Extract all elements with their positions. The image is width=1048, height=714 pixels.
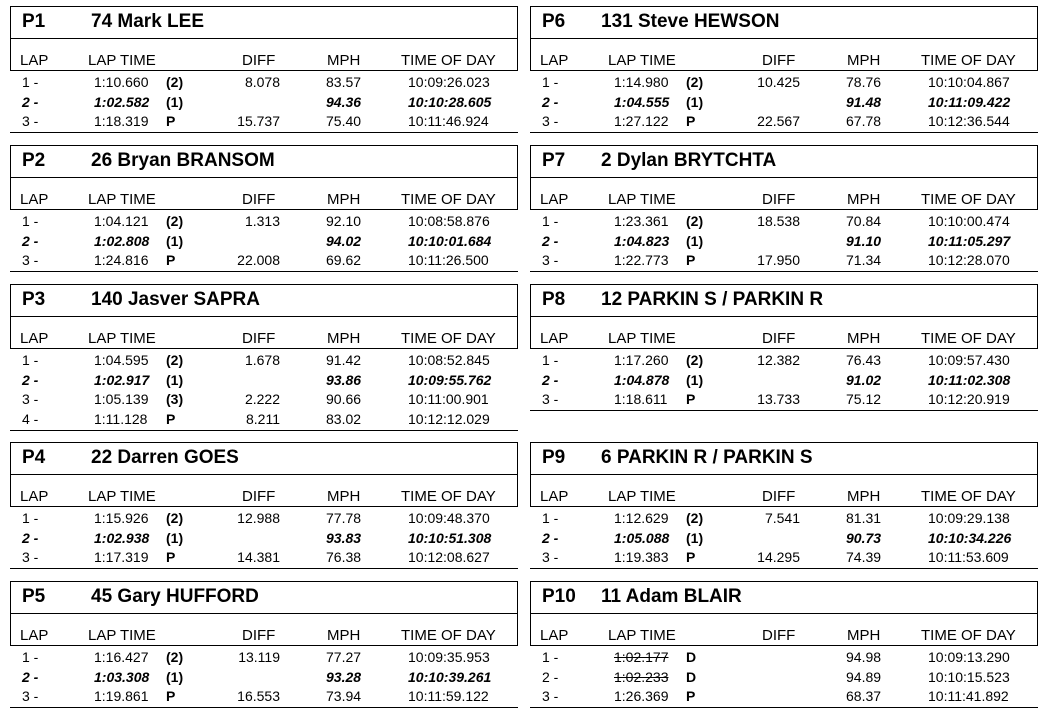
lap-row: [530, 648, 1038, 668]
diff-value: 16.553: [237, 688, 280, 704]
time-of-day: 10:10:51.308: [408, 529, 492, 546]
position-label: P4: [22, 447, 46, 468]
lap-flag: (2): [166, 213, 184, 229]
diff-header: DIFF: [762, 627, 796, 644]
lap-time: 1:26.369: [614, 688, 669, 704]
lap-flag: (2): [686, 510, 704, 526]
diff-value: 22.567: [757, 113, 800, 129]
mph-value: 93.28: [326, 668, 362, 685]
diff-header: DIFF: [242, 52, 276, 69]
lap-time: 1:23.361: [614, 213, 669, 229]
position-label: P6: [542, 11, 566, 32]
driver-header: [10, 145, 518, 178]
driver-name: 6 PARKIN R / PARKIN S: [601, 447, 813, 468]
lap-time: 1:02.808: [94, 232, 150, 249]
position-label: P9: [542, 447, 566, 468]
lap-row: [530, 112, 1038, 133]
lap-flag: P: [166, 113, 176, 129]
driver-name: 26 Bryan BRANSOM: [91, 150, 275, 171]
column-header-row: [10, 475, 518, 507]
diff-value: 22.008: [237, 252, 280, 268]
mph-value: 94.36: [326, 93, 362, 110]
lap-number: 2 -: [22, 668, 39, 685]
driver-header: [10, 442, 518, 475]
time-of-day-header: TIME OF DAY: [401, 488, 496, 505]
lap-number: 1 -: [542, 649, 559, 665]
lap-row: [10, 548, 518, 569]
driver-header: [530, 581, 1038, 614]
lap-header: LAP: [20, 330, 49, 347]
diff-header: DIFF: [762, 191, 796, 208]
column-header-row: [530, 614, 1038, 646]
lap-time-header: LAP TIME: [608, 488, 676, 505]
mph-value: 76.43: [846, 352, 882, 368]
lap-row: [530, 668, 1038, 688]
lap-row: [10, 668, 518, 688]
mph-value: 67.78: [846, 113, 882, 129]
time-of-day: 10:10:39.261: [408, 668, 492, 685]
diff-header: DIFF: [762, 488, 796, 505]
lap-number: 3 -: [22, 391, 39, 407]
time-of-day: 10:09:55.762: [408, 371, 492, 388]
lap-number: 1 -: [542, 352, 559, 368]
diff-header: DIFF: [762, 330, 796, 347]
mph-value: 93.83: [326, 529, 362, 546]
diff-value: 14.295: [757, 549, 800, 565]
lap-row: [530, 529, 1038, 549]
lap-time: 1:04.595: [94, 352, 149, 368]
lap-number: 2 -: [542, 93, 559, 110]
time-of-day: 10:09:29.138: [928, 510, 1010, 526]
lap-row: [10, 73, 518, 93]
column-header-row: [530, 178, 1038, 210]
time-of-day: 10:11:09.422: [928, 93, 1011, 110]
lap-flag: (2): [166, 649, 184, 665]
lap-time: 1:19.861: [94, 688, 149, 704]
mph-value: 83.57: [326, 74, 362, 90]
diff-value: 15.737: [237, 113, 280, 129]
driver-name: 2 Dylan BRYTCHTA: [601, 150, 777, 171]
lap-number: 2 -: [542, 371, 559, 388]
driver-name: 22 Darren GOES: [91, 447, 239, 468]
time-of-day: 10:08:58.876: [408, 213, 490, 229]
lap-row: [10, 212, 518, 232]
lap-time: 1:24.816: [94, 252, 149, 268]
lap-time: 1:16.427: [94, 649, 149, 665]
diff-header: DIFF: [242, 330, 276, 347]
lap-row: [10, 351, 518, 371]
diff-header: DIFF: [242, 191, 276, 208]
diff-value: 18.538: [757, 213, 800, 229]
time-of-day: 10:10:28.605: [408, 93, 492, 110]
lap-row: [10, 648, 518, 668]
lap-time: 1:04.878: [614, 371, 670, 388]
lap-flag: (1): [686, 529, 704, 546]
lap-time: 1:22.773: [614, 252, 669, 268]
lap-row: [10, 251, 518, 272]
time-of-day: 10:11:00.901: [408, 391, 489, 407]
mph-header: MPH: [327, 52, 361, 69]
column-header-row: [530, 475, 1038, 507]
lap-number: 1 -: [22, 74, 39, 90]
mph-value: 90.66: [326, 391, 362, 407]
lap-time: 1:05.088: [614, 529, 670, 546]
lap-row: [10, 687, 518, 708]
lap-header: LAP: [540, 52, 569, 69]
time-of-day: 10:09:35.953: [408, 649, 490, 665]
lap-number: 1 -: [22, 510, 39, 526]
lap-header: LAP: [540, 627, 569, 644]
lap-number: 3 -: [22, 252, 39, 268]
lap-number: 2 -: [22, 232, 39, 249]
mph-value: 90.73: [846, 529, 882, 546]
lap-flag: P: [686, 252, 696, 268]
lap-number: 4 -: [22, 410, 39, 427]
lap-flag: (1): [686, 232, 704, 249]
lap-time: 1:04.555: [614, 93, 670, 110]
mph-value: 91.48: [846, 93, 882, 110]
lap-time-header: LAP TIME: [608, 330, 676, 347]
lap-number: 2 -: [22, 529, 39, 546]
time-of-day: 10:12:20.919: [928, 391, 1010, 407]
position-label: P3: [22, 289, 46, 310]
time-of-day: 10:11:46.924: [408, 113, 489, 129]
time-of-day-header: TIME OF DAY: [401, 191, 496, 208]
lap-number: 3 -: [542, 113, 559, 129]
lap-number: 2 -: [542, 529, 559, 546]
mph-value: 91.02: [846, 371, 882, 388]
lap-flag: P: [166, 410, 176, 427]
lap-number: 1 -: [22, 352, 39, 368]
lap-number: 1 -: [22, 213, 39, 229]
lap-header: LAP: [20, 627, 49, 644]
lap-row: [10, 529, 518, 549]
mph-header: MPH: [847, 627, 881, 644]
mph-value: 73.94: [326, 688, 362, 704]
time-of-day-header: TIME OF DAY: [921, 191, 1016, 208]
diff-value: 13.733: [757, 391, 800, 407]
lap-time: 1:04.121: [94, 213, 149, 229]
lap-row: [10, 509, 518, 529]
mph-header: MPH: [847, 191, 881, 208]
column-header-row: [10, 178, 518, 210]
lap-flag: P: [166, 549, 176, 565]
lap-flag: P: [166, 688, 176, 704]
lap-flag: P: [686, 549, 696, 565]
lap-flag: (2): [686, 74, 704, 90]
mph-value: 91.42: [326, 352, 362, 368]
mph-value: 77.27: [326, 649, 362, 665]
lap-time: 1:02.938: [94, 529, 150, 546]
mph-value: 83.02: [326, 410, 362, 427]
lap-row: [530, 351, 1038, 371]
diff-value: 7.541: [764, 510, 800, 526]
position-label: P7: [542, 150, 566, 171]
mph-value: 70.84: [846, 213, 882, 229]
lap-flag: (2): [686, 213, 704, 229]
diff-value: 12.988: [237, 510, 280, 526]
time-of-day: 10:12:12.029: [408, 410, 490, 427]
time-of-day: 10:11:59.122: [408, 688, 489, 704]
diff-value: 8.211: [246, 410, 280, 427]
position-label: P5: [22, 586, 46, 607]
lap-time: 1:18.611: [614, 391, 668, 407]
mph-value: 91.10: [846, 232, 882, 249]
mph-value: 94.02: [326, 232, 362, 249]
mph-value: 77.78: [326, 510, 362, 526]
lap-flag: P: [166, 252, 176, 268]
lap-number: 1 -: [542, 74, 559, 90]
diff-header: DIFF: [242, 488, 276, 505]
column-header-row: [530, 317, 1038, 349]
lap-number: 3 -: [22, 688, 39, 704]
lap-time: 1:03.308: [94, 668, 150, 685]
lap-number: 2 -: [22, 93, 39, 110]
lap-flag: (2): [166, 510, 184, 526]
lap-time: 1:02.233: [614, 668, 669, 685]
time-of-day: 10:10:00.474: [928, 213, 1010, 229]
lap-flag: (2): [166, 74, 184, 90]
lap-flag: D: [686, 668, 697, 685]
lap-row: [10, 112, 518, 133]
lap-flag: P: [686, 688, 696, 704]
lap-number: 1 -: [542, 213, 559, 229]
time-of-day-header: TIME OF DAY: [401, 627, 496, 644]
lap-row: [10, 390, 518, 410]
time-of-day: 10:09:48.370: [408, 510, 490, 526]
driver-header: [530, 145, 1038, 178]
lap-row: [530, 509, 1038, 529]
mph-header: MPH: [327, 488, 361, 505]
position-label: P2: [22, 150, 46, 171]
mph-value: 71.34: [846, 252, 882, 268]
diff-value: 14.381: [237, 549, 280, 565]
mph-value: 75.40: [326, 113, 362, 129]
time-of-day: 10:11:05.297: [928, 232, 1011, 249]
lap-time: 1:14.980: [614, 74, 669, 90]
lap-row: [530, 73, 1038, 93]
lap-row: [10, 232, 518, 252]
diff-header: DIFF: [762, 52, 796, 69]
mph-value: 94.98: [846, 649, 882, 665]
lap-row: [530, 232, 1038, 252]
column-header-row: [10, 39, 518, 71]
lap-flag: (3): [166, 391, 184, 407]
mph-value: 78.76: [846, 74, 882, 90]
lap-header: LAP: [540, 330, 569, 347]
lap-flag: (1): [166, 232, 184, 249]
mph-value: 93.86: [326, 371, 362, 388]
lap-row: [530, 371, 1038, 391]
time-of-day-header: TIME OF DAY: [921, 330, 1016, 347]
lap-row: [530, 548, 1038, 569]
mph-header: MPH: [327, 191, 361, 208]
lap-time-header: LAP TIME: [88, 191, 156, 208]
mph-value: 81.31: [846, 510, 882, 526]
lap-flag: D: [686, 649, 697, 665]
lap-row: [10, 93, 518, 113]
time-of-day-header: TIME OF DAY: [401, 52, 496, 69]
lap-time: 1:12.629: [614, 510, 669, 526]
time-of-day-header: TIME OF DAY: [921, 52, 1016, 69]
lap-number: 3 -: [22, 113, 39, 129]
lap-row: [10, 410, 518, 431]
lap-row: [530, 687, 1038, 708]
diff-value: 1.678: [244, 352, 280, 368]
lap-row: [530, 251, 1038, 272]
lap-header: LAP: [20, 191, 49, 208]
lap-row: [10, 371, 518, 391]
diff-value: 8.078: [244, 74, 280, 90]
lap-time-header: LAP TIME: [608, 52, 676, 69]
time-of-day: 10:10:15.523: [928, 668, 1010, 685]
position-label: P1: [22, 11, 46, 32]
time-of-day: 10:12:28.070: [928, 252, 1010, 268]
mph-value: 94.89: [846, 668, 882, 685]
lap-row: [530, 390, 1038, 411]
column-header-row: [10, 614, 518, 646]
mph-value: 69.62: [326, 252, 362, 268]
time-of-day-header: TIME OF DAY: [921, 627, 1016, 644]
lap-flag: (1): [686, 371, 704, 388]
time-of-day: 10:10:34.226: [928, 529, 1012, 546]
time-of-day-header: TIME OF DAY: [921, 488, 1016, 505]
lap-flag: (2): [686, 352, 704, 368]
lap-time: 1:02.177: [614, 649, 669, 665]
lap-number: 2 -: [542, 668, 559, 685]
lap-time: 1:17.319: [94, 549, 149, 565]
mph-header: MPH: [847, 330, 881, 347]
time-of-day: 10:09:26.023: [408, 74, 490, 90]
lap-header: LAP: [540, 488, 569, 505]
lap-time: 1:27.122: [614, 113, 669, 129]
lap-number: 2 -: [542, 232, 559, 249]
diff-value: 1.313: [244, 213, 280, 229]
time-of-day: 10:10:01.684: [408, 232, 492, 249]
lap-number: 3 -: [22, 549, 39, 565]
driver-name: 45 Gary HUFFORD: [91, 586, 259, 607]
lap-time: 1:02.582: [94, 93, 150, 110]
lap-time-header: LAP TIME: [88, 488, 156, 505]
lap-flag: (1): [686, 93, 704, 110]
diff-value: 13.119: [238, 649, 280, 665]
position-label: P8: [542, 289, 566, 310]
mph-value: 75.12: [846, 391, 882, 407]
lap-flag: (2): [166, 352, 184, 368]
lap-number: 3 -: [542, 549, 559, 565]
lap-time: 1:05.139: [94, 391, 149, 407]
time-of-day: 10:11:53.609: [928, 549, 1009, 565]
driver-name: 74 Mark LEE: [91, 11, 204, 32]
lap-time: 1:19.383: [614, 549, 669, 565]
mph-value: 92.10: [326, 213, 362, 229]
lap-time: 1:10.660: [94, 74, 149, 90]
lap-number: 3 -: [542, 252, 559, 268]
time-of-day: 10:08:52.845: [408, 352, 490, 368]
time-of-day: 10:12:08.627: [408, 549, 490, 565]
lap-row: [530, 93, 1038, 113]
mph-header: MPH: [847, 52, 881, 69]
lap-time-header: LAP TIME: [88, 627, 156, 644]
driver-name: 131 Steve HEWSON: [601, 11, 780, 32]
diff-value: 12.382: [757, 352, 800, 368]
driver-header: [530, 442, 1038, 475]
lap-number: 2 -: [22, 371, 39, 388]
driver-name: 11 Adam BLAIR: [601, 586, 742, 607]
lap-time: 1:02.917: [94, 371, 150, 388]
position-label: P10: [542, 586, 576, 607]
time-of-day: 10:11:26.500: [408, 252, 489, 268]
lap-time-header: LAP TIME: [608, 627, 676, 644]
driver-header: [10, 6, 518, 39]
lap-flag: (1): [166, 668, 184, 685]
lap-time: 1:11.128: [94, 410, 148, 427]
driver-header: [530, 284, 1038, 317]
lap-number: 1 -: [22, 649, 39, 665]
diff-value: 10.425: [757, 74, 800, 90]
diff-value: 17.950: [757, 252, 800, 268]
lap-time: 1:04.823: [614, 232, 670, 249]
column-header-row: [530, 39, 1038, 71]
driver-header: [530, 6, 1038, 39]
column-header-row: [10, 317, 518, 349]
lap-time: 1:18.319: [94, 113, 149, 129]
mph-value: 68.37: [846, 688, 882, 704]
time-of-day: 10:11:41.892: [928, 688, 1009, 704]
time-of-day: 10:12:36.544: [928, 113, 1010, 129]
lap-flag: P: [686, 391, 696, 407]
lap-flag: (1): [166, 529, 184, 546]
driver-header: [10, 284, 518, 317]
lap-header: LAP: [20, 52, 49, 69]
driver-name: 12 PARKIN S / PARKIN R: [601, 289, 824, 310]
driver-header: [10, 581, 518, 614]
lap-flag: (1): [166, 93, 184, 110]
diff-value: 2.222: [244, 391, 280, 407]
lap-time-header: LAP TIME: [608, 191, 676, 208]
lap-flag: P: [686, 113, 696, 129]
mph-header: MPH: [847, 488, 881, 505]
time-of-day: 10:09:57.430: [928, 352, 1010, 368]
lap-time-header: LAP TIME: [88, 330, 156, 347]
time-of-day: 10:10:04.867: [928, 74, 1010, 90]
time-of-day: 10:09:13.290: [928, 649, 1010, 665]
lap-time: 1:15.926: [94, 510, 149, 526]
lap-number: 1 -: [542, 510, 559, 526]
mph-header: MPH: [327, 627, 361, 644]
lap-flag: (1): [166, 371, 184, 388]
time-of-day: 10:11:02.308: [928, 371, 1011, 388]
driver-name: 140 Jasver SAPRA: [91, 289, 260, 310]
lap-header: LAP: [540, 191, 569, 208]
mph-value: 74.39: [846, 549, 882, 565]
lap-header: LAP: [20, 488, 49, 505]
lap-time: 1:17.260: [614, 352, 669, 368]
lap-number: 3 -: [542, 688, 559, 704]
mph-header: MPH: [327, 330, 361, 347]
lap-time-header: LAP TIME: [88, 52, 156, 69]
mph-value: 76.38: [326, 549, 362, 565]
diff-header: DIFF: [242, 627, 276, 644]
lap-row: [530, 212, 1038, 232]
lap-number: 3 -: [542, 391, 559, 407]
time-of-day-header: TIME OF DAY: [401, 330, 496, 347]
